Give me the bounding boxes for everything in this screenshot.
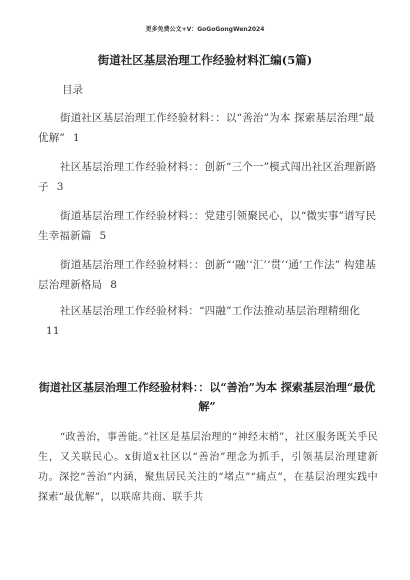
toc-item-text: 街道基层治理工作经验材料：：党建引领聚民心，以“微实事”谱写民生幸福新篇 bbox=[38, 210, 377, 242]
document-title: 街道社区基层治理工作经验材料汇编(5篇) bbox=[97, 53, 313, 67]
header-note: 更多免费公文+V：GoGoGongWen2024 bbox=[145, 26, 265, 33]
toc-item-text: 街道基层治理工作经验材料：：创新“‘融’‘汇’‘贯’‘通’工作法” 构建基层治理新格局 bbox=[38, 259, 376, 291]
toc-item[interactable] bbox=[38, 206, 378, 246]
toc-item-page: 3 bbox=[56, 181, 64, 193]
toc-item[interactable] bbox=[38, 157, 378, 197]
body-paragraph: “政善治，事善能。”社区是基层治理的“神经末梢”，社区服务既关乎民生，又关联民心。x街道x社区以“善治”理念为抓手，引领基层治理建新功。深挖“善治”内涵，聚焦居民关注的“堵点”“痛点”，在基层治理实践中探索“最优解”，以联席共商、联手共 bbox=[38, 432, 378, 503]
section-title: 街道社区基层治理工作经验材料：：以“善治”为本 探索基层治理“最优解” bbox=[38, 381, 376, 413]
toc-item[interactable] bbox=[38, 108, 378, 148]
toc-item-text: 街道社区基层治理工作经验材料：：以“善治”为本 探索基层治理“最优解” bbox=[38, 112, 375, 144]
toc-item-text: 社区基层治理工作经验材料：：创新“三个一”模式闯出社区治理新路子 bbox=[38, 161, 377, 193]
toc-heading: 目录 bbox=[62, 84, 83, 96]
toc-item-page: 1 bbox=[72, 132, 80, 144]
toc-item[interactable] bbox=[38, 301, 378, 341]
toc-item-text: 社区基层治理工作经验材料：“四融”工作法推动基层治理精细化 bbox=[60, 305, 361, 317]
toc-item[interactable] bbox=[38, 255, 378, 295]
toc-item-page: 5 bbox=[99, 230, 107, 242]
toc-item-page: 8 bbox=[110, 279, 118, 291]
toc-item-page: 11 bbox=[46, 325, 60, 337]
table-of-contents bbox=[38, 108, 378, 350]
